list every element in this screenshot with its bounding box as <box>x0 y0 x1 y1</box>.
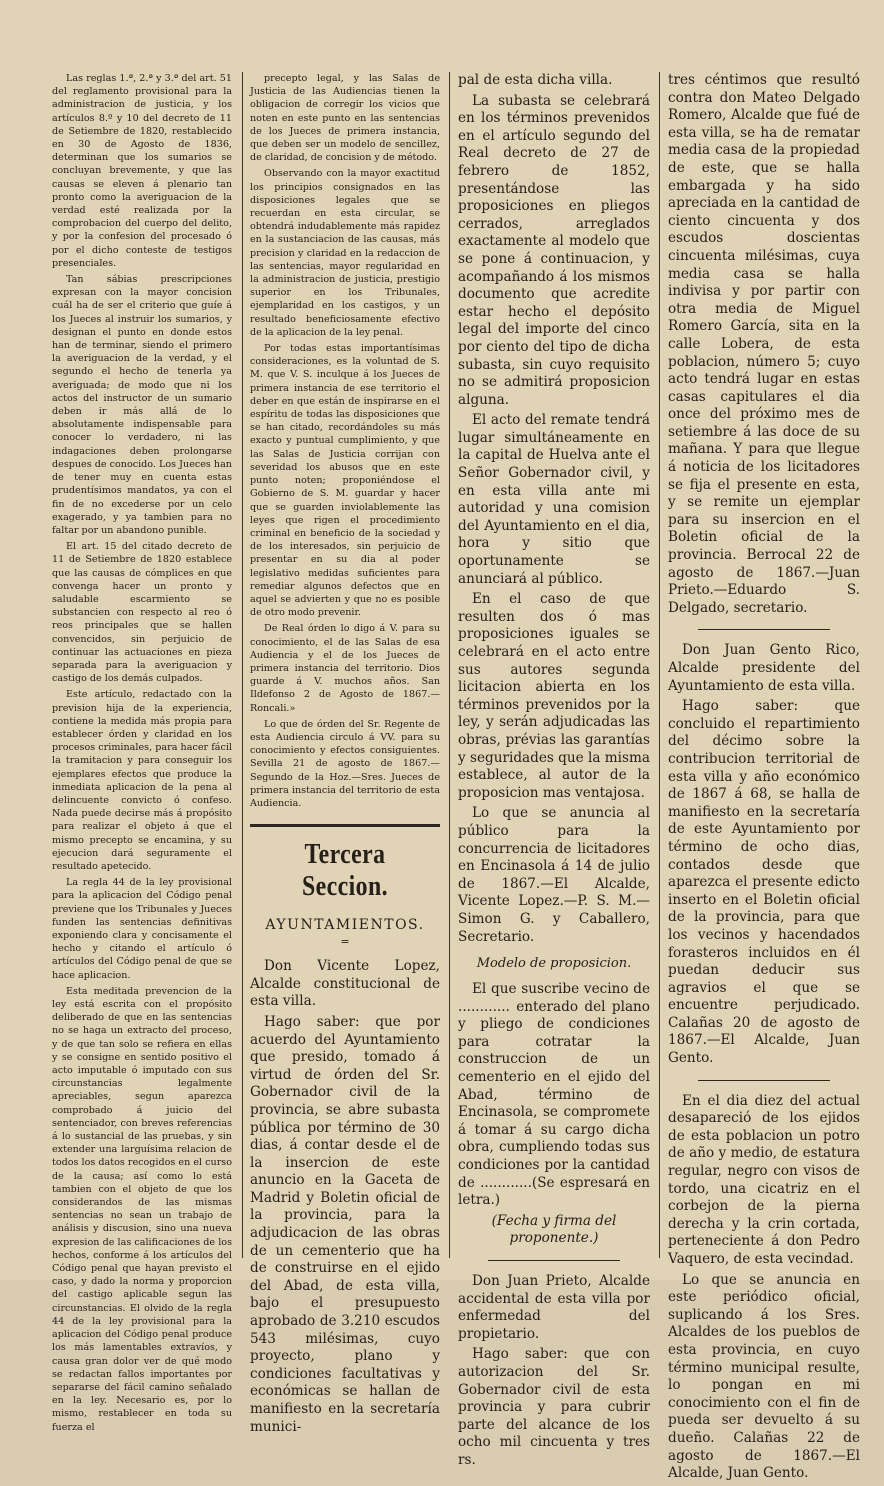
section-title: Tercera Seccion. <box>301 839 389 903</box>
paragraph: Hago saber: que por acuerdo del Ayuntamiento que presido, tomado á virtud de órden del Sr. Gobernador civil de la provincia, se abre subasta pública por término de 30 dias, á contar desde el de la insercion de este anuncio en la Gaceta de Madrid y Boletin oficial de la provincia, para la adjudicacion de las obras de un cementerio que ha de construirse en el ejido del Abad, de esta villa, bajo el presupuesto aprobado de 3.210 escudos 543 milésimas, cuyo proyecto, plano y condiciones facultativas y económicas se hallan de manifiesto en la secretaría munici- <box>250 1013 440 1435</box>
notice-divider <box>698 629 830 630</box>
notice-heading: Don Vicente Lopez, Alcalde constitucional de esta villa. <box>250 958 440 1010</box>
paragraph: En el dia diez del actual desapareció de los ejidos de esta poblacion un potro de año y medio, de estatura regular, negro con visos de tordo, una cicatriz en el corbejon de la pierna derecha y la crin cortada, perteneciente á don Pedro Vaquero, de esta vecindad. <box>668 1092 860 1267</box>
paragraph: precepto legal, y las Salas de Justicia de las Audiencias tienen la obligacion de corregir los vicios que noten en este punto en las sentencias de los Jueces de primera instancia, que deben ser un modelo de sencillez, de claridad, de concision y de método. <box>250 73 440 164</box>
notice-heading: Don Juan Gento Rico, Alcalde presidente del Ayuntamiento de esta villa. <box>668 642 860 694</box>
subsection-ornament: = <box>340 935 350 949</box>
model-text: El que suscribe vecino de ............ enterado del plano y pliego de condiciones para cotratar la construccion de un cementerio en el ejido del Abad, término de Encinasola, se compromete á tomar á su cargo dicha obra, cumpliendo todas sus condiciones por la cantidad de ............(Se espresará en letra.) <box>458 981 650 1209</box>
notice-divider <box>488 1260 620 1261</box>
paragraph: La regla 44 de la ley provisional para la aplicacion del Código penal previene que los Tribunales y Jueces funden las sentencias definitivas exponiendo clara y concisamente el hecho y citando el artículo ó artículos del Código penal de que se hace aplicacion. <box>52 877 232 981</box>
paragraph: Lo que de órden del Sr. Regente de esta Audiencia circulo á VV. para su conocimiento y efectos consiguientes. Sevilla 21 de agosto de 1867.—Segundo de la Hoz.—Sres. Jueces de primera instancia del territorio de esta Audiencia. <box>250 718 440 809</box>
notice-heading: Don Juan Prieto, Alcalde accidental de esta villa por enfermedad del propietario. <box>458 1273 650 1342</box>
paragraph: El acto del remate tendrá lugar simultáneamente en la capital de Huelva ante el Señor Gobernador civil, y en esta villa ante mi autoridad y una comision del Ayuntamiento en el dia, hora y sitio que oportunamente se anunciará al público. <box>458 412 650 587</box>
paragraph: Las reglas 1.ª, 2.ª y 3.ª del art. 51 del reglamento provisional para la administracion de justicia, y los artículos 8.º y 10 del decreto de 11 de Setiembre de 1820, restablecido en 30 de Agosto de 1836, determinan que los sumarios se concluyan brevemente, y que las causas se eleven á plenario tan pronto como la averiguacion de la verdad esté realizada por la comprobacion del cuerpo del delito, y por la confesion del procesado ó por el dicho conteste de testigos presenciales. <box>52 73 232 269</box>
lopez-notice <box>250 958 440 1436</box>
paragraph: Tan sábias prescripciones expresan con la mayor concision cuál ha de ser el criterio que guíe á los Jueces al instruir los sumarios, y designan el punto en donde estos han de terminar, siendo el primero la averiguacion de la verdad, y el segundo el hecho de tenerla ya averiguada; de modo que ni los actos del instructor de un sumario deben ir más allá de lo absolutamente indispensable para conocer lo verdadero, ni las indagaciones deben prolongarse despues de conocido. Los Jueces han de tener muy en cuenta estas prudentísimos mandatos, ya con el fin de no excederse por un celo exagerado, y ya tambien para no faltar por un abandono punible. <box>52 274 232 536</box>
paragraph: Hago saber: que con autorizacion del Sr. Gobernador civil de esta provincia y para cubrir parte del alcance de los ocho mil cincuenta y tres rs. <box>458 1346 650 1468</box>
paragraph: Este artículo, redactado con la prevision hija de la experiencia, contiene la medida más propia para establecer órden y claridad en los procesos criminales, para hacer fácil la tramitacion y para conseguir los ejemplares efectos que produce la inmediata aplicacion de la pena al delincuente convicto ó confeso. Nada puede decirse más á propósito para realizar el objeto á que el mismo precepto se encamina, y su ejecucion dará seguramente el resultado apetecido. <box>52 689 232 872</box>
paragraph: Observando con la mayor exactitud los principios consignados en las disposiciones legales que se recuerdan en esta circular, se obtendrá indudablemente más rapidez en la sustanciacion de las causas, más precision y claridad en la redaccion de las sentencias, mayor regularidad en la administracion de justicia, prestigio superior en los Tribunales, ejemplaridad en los castigos, y un resultado beneficiosamente efectivo de la aplicacion de la ley penal. <box>250 168 440 338</box>
paragraph: tres céntimos que resultó contra don Mateo Delgado Romero, Alcalde que fué de esta villa, se ha de rematar media casa de la propiedad de este, que se halla embargada y ha sido apreciada en la cantidad de ciento cincuenta y dos escudos doscientas cincuenta milésimas, cuya media casa se halla indivisa y por partir con otra media de Miguel Romero García, sita en la calle Lobera, de esta poblacion, número 5; cuyo acto tendrá lugar en estas casas capitulares el dia once del próximo mes de setiembre á las doce de su mañana. Y para que llegue á noticia de los licitadores se fija el presente en esta, y se remite un ejemplar para su insercion en el Boletin oficial de la provincia. Berrocal 22 de agosto de 1867.—Juan Prieto.—Eduardo S. Delgado, secretario. <box>668 72 860 616</box>
subsection-title: AYUNTAMIENTOS. <box>265 917 425 934</box>
paragraph: En el caso de que resulten dos ó mas proposiciones iguales se celebrará en el acto entre sus autores segunda licitacion abierta en los términos prevenidos por la ley, y serán adjudicadas las obras, prévias las garantías y seguridades que la misma establece, al autor de la proposicion mas ventajosa. <box>458 591 650 801</box>
paragraph: Esta meditada prevencion de la ley está escrita con el propósito deliberado de que en las sentencias no se haga un extracto del proceso, y de que tan solo se refiera en ellas y se consigne en sentido positivo el acto imputable ó imputado con sus circunstancias legalmente apreciables, segun aparezca comprobado á juicio del sentenciador, con breves referencias á lo sustancial de las pruebas, y sin extender una larguísima relacion de todos los datos recogidos en el curso de la causa; así como lo está tambien con el objeto de que los considerandos de las mismas sentencias no sean un trabajo de análisis y discusion, sino una nueva expresion de las calificaciones de los hechos, conforme á los artículos del Código penal que hayan previsto el caso, y dado la norma y proporcion del castigo aplicable segun las circunstancias. El olvido de la regla 44 de la ley provisional para la aplicacion del Código penal produce los más lamentables extravíos, y causa gran dolor ver de qué modo se redactan fallos importantes por separarse del fácil camino señalado en la ley. Necesario es, por lo mismo, restablecer en toda su fuerza el <box>52 985 232 1433</box>
paragraph: Por todas estas importantísimas consideraciones, es la voluntad de S. M. que V. S. inculque á los Jueces de primera instancia de ese territorio el deber en que están de inspirarse en el espíritu de todas las disposiciones que se han citado, recordándoles su más exacto y puntual cumplimiento, y que las Salas de Justicia corrijan con severidad los abusos que en este punto noten; proponiéndose el Gobierno de S. M. guardar y hacer que se guarden inviolablemente las leyes que rigen el procedimiento criminal en beneficio de la sociedad y de los interesados, sin perjuicio de presentar en su dia al poder legislativo medidas suficientes para remediar algunos defectos que en aquel se advierten y que no es posible de otro modo prevenir. <box>250 343 440 619</box>
paragraph: Lo que se anuncia al público para la concurrencia de licitadores en Encinasola á 14 de julio de 1867.—El Alcalde, Vicente Lopez.—P. S. M.—Simon G. y Caballero, Secretario. <box>458 805 650 945</box>
column-3 <box>458 72 650 1473</box>
circular-continuation <box>250 72 440 810</box>
paragraph: Hago saber: que concluido el repartimiento del décimo sobre la contribucion territorial de esta villa y año económico de 1867 á 68, se halla de manifiesto en la secretaría de este Ayuntamiento por término de ocho dias, contados desde que aparezca el presente edicto inserto en el Boletin oficial de la provincia, para que los vecinos y hacendados forasteros incluidos en él puedan deducir sus agravios el que se encuentre perjudicado. Calañas 20 de agosto de 1867.—El Alcalde, Juan Gento. <box>668 698 860 1067</box>
paragraph: El art. 15 del citado decreto de 11 de Setiembre de 1820 establece que las causas de cómplices en que convenga hacer un pronto y saludable escarmiento se substancien con respecto al reo ó reos principales que se hallen convencidos, sin perjuicio de continuar las actuaciones en pieza separada para la averiguacion y castigo de los demás culpados. <box>52 541 232 685</box>
notice-divider <box>698 1080 830 1081</box>
paragraph: De Real órden lo digo á V. para su conocimiento, el de las Salas de esa Audiencia y el de los Jueces de primera instancia del territorio. Dios guarde á V. muchos años. San Ildefonso 2 de Agosto de 1867.—Roncali.» <box>250 623 440 714</box>
column-rule <box>659 72 660 1258</box>
paragraph: pal de esta dicha villa. <box>458 72 613 88</box>
section-divider <box>250 824 440 827</box>
paragraph: Lo que se anuncia en este periódico oficial, suplicando á los Sres. Alcaldes de los pueblos de esta provincia, en cuyo término municipal resulte, lo pongan en mi conocimiento con el fin de pueda ser devuelto á su dueño. Calañas 22 de agosto de 1867.—El Alcalde, Juan Gento. <box>668 1271 860 1482</box>
model-signature: (Fecha y firma del proponente.) <box>491 1212 617 1247</box>
column-rule <box>242 72 243 1258</box>
column-rule <box>449 72 450 1258</box>
column-2 <box>250 72 440 1439</box>
column-4 <box>668 72 860 1486</box>
paragraph: La subasta se celebrará en los términos prevenidos en el artículo segundo del Real decreto de 27 de febrero de 1852, presentándose las proposiciones en pliegos cerrados, arreglados exactamente al modelo que se pone á continuacion, y acompañando á los mismos documento que acredite estar hecho el depósito legal del importe del cinco por ciento del tipo de dicha subasta, sin cuyo requisito no se admitirá proposicion alguna. <box>458 92 650 408</box>
column-1 <box>52 72 232 1437</box>
model-title: Modelo de proposicion. <box>476 956 632 972</box>
